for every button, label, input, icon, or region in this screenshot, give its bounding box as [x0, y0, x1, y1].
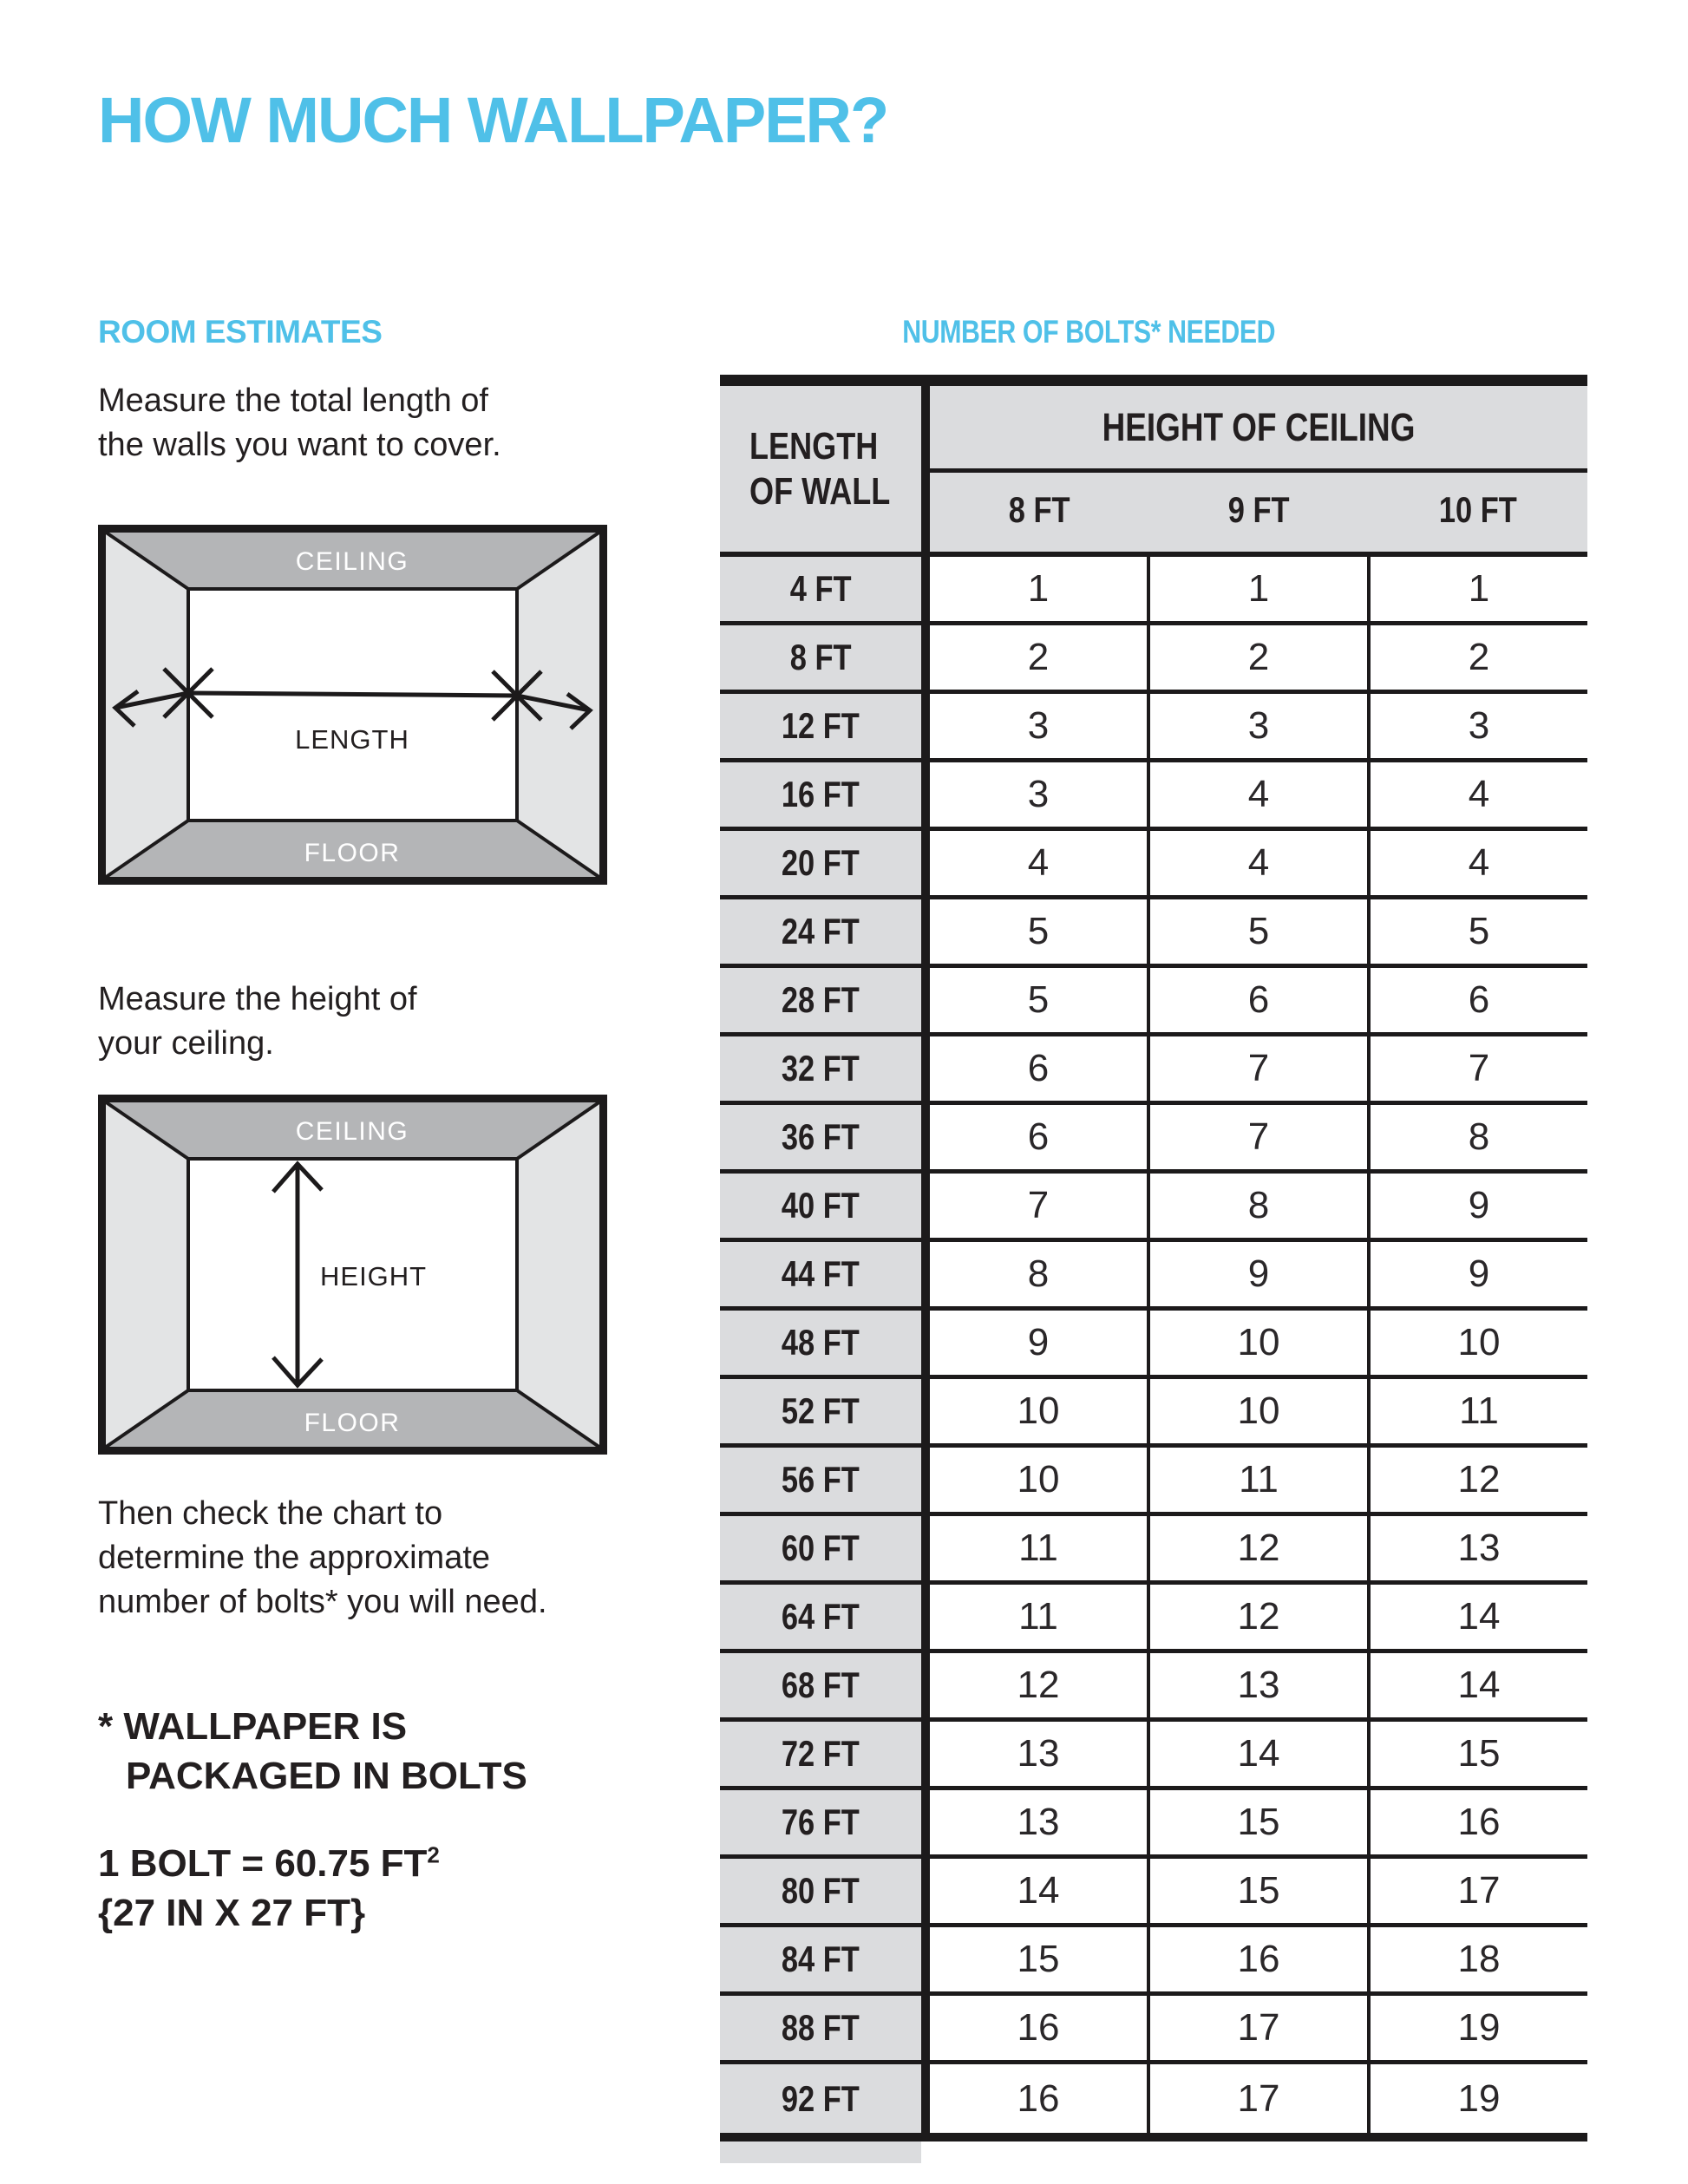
instruction-step2: [98, 978, 417, 1066]
bolt-count-cell: 8: [1147, 1174, 1371, 1238]
room-height-diagram: [98, 1095, 607, 1455]
bolt-count-cell: 15: [1457, 1732, 1501, 1775]
row-label: [720, 1174, 921, 1238]
column-header: [1149, 473, 1369, 547]
bolt-count-cell: 5: [1027, 910, 1050, 952]
instruction-step1-line2: the walls you want to cover.: [98, 427, 501, 463]
row-label-text: 64 FT: [782, 1596, 860, 1637]
column-header-text: 8 FT: [1008, 489, 1070, 530]
row-label: [720, 1859, 921, 1923]
row-label-text: 56 FT: [782, 1459, 860, 1500]
bolt-count-cell: 9: [1147, 1242, 1371, 1306]
row-label: [720, 625, 921, 690]
ceiling-label: CEILING: [295, 1117, 409, 1146]
bolt-count-cell: 10: [1147, 1311, 1371, 1375]
row-label-text: 28 FT: [782, 979, 860, 1020]
bolt-dimensions: {27 IN X 27 FT}: [98, 1892, 366, 1934]
bolt-count-cell: 4: [1147, 762, 1371, 827]
row-label: [720, 762, 921, 827]
bolt-count-cell: 4: [1468, 773, 1490, 815]
row-label-text: 36 FT: [782, 1116, 860, 1157]
bolt-count-cell: 19: [1457, 2006, 1501, 2049]
row-label: [720, 557, 921, 621]
row-header-line1: LENGTH: [749, 424, 879, 468]
bolt-count-cell: 10: [1457, 1321, 1501, 1363]
bolt-count-cell: 7: [1027, 1184, 1050, 1226]
bolt-count-cell: 17: [1147, 1996, 1371, 2060]
bolt-count-cell: 17: [1147, 2064, 1371, 2133]
bolt-count-cell: 18: [1457, 1938, 1501, 1980]
column-headers: [930, 473, 1587, 547]
bolt-count-cell: 14: [1017, 1869, 1060, 1912]
bolt-count-cell: 15: [1147, 1790, 1371, 1854]
bolt-spec: [98, 1839, 440, 1938]
row-label: [720, 899, 921, 964]
row-label-text: 92 FT: [782, 2077, 860, 2119]
table-row: [720, 1790, 1587, 1859]
instruction-step3-line2: determine the approximate: [98, 1540, 491, 1576]
row-label-text: 88 FT: [782, 2007, 860, 2048]
row-label-text: 40 FT: [782, 1185, 860, 1226]
column-group-header: [930, 386, 1587, 473]
table-row: [720, 831, 1587, 899]
bolt-count-cell: 3: [1147, 694, 1371, 758]
bolt-count-cell: 5: [1147, 899, 1371, 964]
wallpaper-bolts-footnote: [98, 1702, 527, 1801]
row-label: [720, 1311, 921, 1375]
row-label-text: 72 FT: [782, 1733, 860, 1774]
table-title: [720, 314, 1457, 350]
bolt-count-cell: 16: [1017, 2006, 1060, 2049]
bolt-count-cell: 7: [1147, 1105, 1371, 1169]
row-label-text: 84 FT: [782, 1939, 860, 1979]
table-row: [720, 694, 1587, 762]
bolt-count-cell: 4: [1027, 841, 1050, 884]
back-wall-face: [188, 589, 517, 821]
row-label: [720, 1790, 921, 1854]
column-group-header-text: HEIGHT OF CEILING: [1102, 404, 1416, 449]
bolt-count-cell: 3: [1468, 704, 1490, 747]
table-row: [720, 1585, 1587, 1653]
bolt-count-cell: 12: [1017, 1664, 1060, 1706]
bolts-needed-table: [720, 375, 1587, 2163]
bolt-count-cell: 14: [1147, 1722, 1371, 1786]
bolt-count-cell: 6: [1147, 968, 1371, 1032]
row-label: [720, 1927, 921, 1991]
table-row: [720, 1927, 1587, 1996]
row-label-text: 48 FT: [782, 1322, 860, 1363]
row-label-text: 20 FT: [782, 842, 860, 883]
section-heading-room-estimates: ROOM ESTIMATES: [98, 314, 383, 350]
column-header-text: 9 FT: [1227, 489, 1290, 530]
bolt-count-cell: 6: [1027, 1047, 1050, 1089]
row-label: [720, 1379, 921, 1443]
table-row: [720, 1448, 1587, 1516]
bolt-count-cell: 11: [1459, 1390, 1499, 1432]
row-label-text: 68 FT: [782, 1664, 860, 1705]
floor-label: FLOOR: [304, 1409, 401, 1437]
row-label-text: 52 FT: [782, 1390, 860, 1431]
row-label: [720, 1653, 921, 1717]
bolt-count-cell: 9: [1468, 1252, 1490, 1295]
table-row: [720, 1516, 1587, 1585]
row-label-text: 80 FT: [782, 1870, 860, 1911]
bolt-count-cell: 5: [1468, 910, 1490, 952]
table-title-text: NUMBER OF BOLTS* NEEDED: [902, 314, 1275, 350]
bolt-equation-sup: 2: [427, 1841, 440, 1868]
table-row: [720, 625, 1587, 694]
row-label: [720, 831, 921, 895]
table-row: [720, 557, 1587, 625]
bolt-count-cell: 19: [1457, 2076, 1501, 2120]
row-label: [720, 968, 921, 1032]
bolt-count-cell: 6: [1468, 978, 1490, 1021]
left-wall-face: [105, 1102, 188, 1448]
bolt-count-cell: 1: [1468, 567, 1490, 610]
bolt-count-cell: 1: [1027, 567, 1050, 610]
bolt-count-cell: 8: [1468, 1115, 1490, 1158]
ceiling-label: CEILING: [295, 547, 409, 576]
bolt-count-cell: 7: [1468, 1047, 1490, 1089]
bolt-count-cell: 11: [1147, 1448, 1371, 1512]
bolt-count-cell: 11: [1018, 1595, 1058, 1638]
bolt-count-cell: 12: [1147, 1585, 1371, 1649]
row-label-text: 4 FT: [789, 568, 852, 609]
table-vertical-divider: [921, 386, 930, 2133]
row-label-text: 32 FT: [782, 1048, 860, 1089]
table-bottom-stub: [720, 2141, 921, 2163]
table-row: [720, 762, 1587, 831]
table-row: [720, 1653, 1587, 1722]
row-label-text: 76 FT: [782, 1801, 860, 1842]
bolt-count-cell: 9: [1468, 1184, 1490, 1226]
instruction-step2-line2: your ceiling.: [98, 1025, 274, 1062]
table-row: [720, 2064, 1587, 2133]
table-row: [720, 1311, 1587, 1379]
table-row: [720, 1379, 1587, 1448]
table-header: [720, 386, 1587, 557]
row-label-text: 16 FT: [782, 774, 860, 814]
bolt-count-cell: 10: [1017, 1458, 1060, 1501]
bolt-count-cell: 13: [1017, 1732, 1060, 1775]
row-label-text: 60 FT: [782, 1527, 860, 1568]
row-label: [720, 1516, 921, 1580]
bolt-count-cell: 15: [1017, 1938, 1060, 1980]
table-body: [720, 557, 1587, 2133]
row-label: [720, 1585, 921, 1649]
bolt-count-cell: 9: [1027, 1321, 1050, 1363]
row-label: [720, 694, 921, 758]
bolt-count-cell: 16: [1457, 1801, 1501, 1843]
bolt-equation: [98, 1839, 440, 1888]
footnote-line1: * WALLPAPER IS: [98, 1705, 408, 1748]
table-row: [720, 899, 1587, 968]
table-row: [720, 968, 1587, 1036]
bolt-count-cell: 17: [1457, 1869, 1501, 1912]
row-label: [720, 1996, 921, 2060]
page-title: HOW MUCH WALLPAPER?: [98, 84, 888, 156]
row-label: [720, 1448, 921, 1512]
floor-label: FLOOR: [304, 839, 401, 867]
table-row: [720, 1036, 1587, 1105]
table-row: [720, 1174, 1587, 1242]
column-header-text: 10 FT: [1438, 489, 1517, 530]
bolt-count-cell: 7: [1147, 1036, 1371, 1101]
bolt-count-cell: 6: [1027, 1115, 1050, 1158]
bolt-count-cell: 14: [1457, 1664, 1501, 1706]
table-row: [720, 1242, 1587, 1311]
bolt-count-cell: 13: [1147, 1653, 1371, 1717]
table-bottom-border: [720, 2133, 1587, 2141]
instruction-step1: [98, 379, 501, 468]
bolt-count-cell: 16: [1017, 2076, 1060, 2120]
right-wall-face: [517, 1102, 600, 1448]
bolt-count-cell: 3: [1027, 773, 1050, 815]
bolt-count-cell: 1: [1147, 557, 1371, 621]
row-label-text: 8 FT: [789, 637, 852, 677]
instruction-step2-line1: Measure the height of: [98, 981, 417, 1017]
height-label: HEIGHT: [320, 1261, 428, 1291]
column-header: [930, 473, 1149, 547]
column-header-area: [930, 386, 1587, 552]
bolt-count-cell: 4: [1468, 841, 1490, 884]
length-label: LENGTH: [295, 724, 409, 755]
bolt-count-cell: 5: [1027, 978, 1050, 1021]
row-label: [720, 2064, 921, 2133]
table-row: [720, 1722, 1587, 1790]
bolt-count-cell: 2: [1027, 636, 1050, 678]
footnote-line2: PACKAGED IN BOLTS: [126, 1755, 527, 1797]
table-top-border: [720, 375, 1587, 386]
bolt-count-cell: 15: [1147, 1859, 1371, 1923]
instruction-step3-line1: Then check the chart to: [98, 1495, 443, 1532]
row-header-line2: OF WALL: [749, 469, 891, 513]
bolt-count-cell: 8: [1027, 1252, 1050, 1295]
table-row: [720, 1859, 1587, 1927]
row-label-text: 44 FT: [782, 1253, 860, 1294]
row-label-text: 12 FT: [782, 705, 860, 746]
bolt-equation-text: 1 BOLT = 60.75 FT: [98, 1842, 428, 1885]
bolt-count-cell: 11: [1018, 1527, 1058, 1569]
row-label: [720, 1105, 921, 1169]
bolt-count-cell: 10: [1017, 1390, 1060, 1432]
table-row: [720, 1105, 1587, 1174]
instruction-step3: [98, 1492, 547, 1625]
bolt-count-cell: 4: [1147, 831, 1371, 895]
column-header: [1368, 473, 1587, 547]
row-label-text: 24 FT: [782, 911, 860, 951]
bolt-count-cell: 12: [1147, 1516, 1371, 1580]
bolt-count-cell: 2: [1468, 636, 1490, 678]
bolt-count-cell: 2: [1147, 625, 1371, 690]
bolt-count-cell: 13: [1017, 1801, 1060, 1843]
row-label: [720, 1036, 921, 1101]
instruction-step1-line1: Measure the total length of: [98, 383, 488, 419]
row-label: [720, 1722, 921, 1786]
row-label: [720, 1242, 921, 1306]
bolt-count-cell: 14: [1457, 1595, 1501, 1638]
bolt-count-cell: 13: [1457, 1527, 1501, 1569]
bolt-count-cell: 12: [1457, 1458, 1501, 1501]
table-row: [720, 1996, 1587, 2064]
row-header-cell: [720, 386, 921, 552]
bolt-count-cell: 10: [1147, 1379, 1371, 1443]
bolt-count-cell: 16: [1147, 1927, 1371, 1991]
room-length-diagram: [98, 525, 607, 885]
bolt-count-cell: 3: [1027, 704, 1050, 747]
instruction-step3-line3: number of bolts* you will need.: [98, 1584, 547, 1620]
